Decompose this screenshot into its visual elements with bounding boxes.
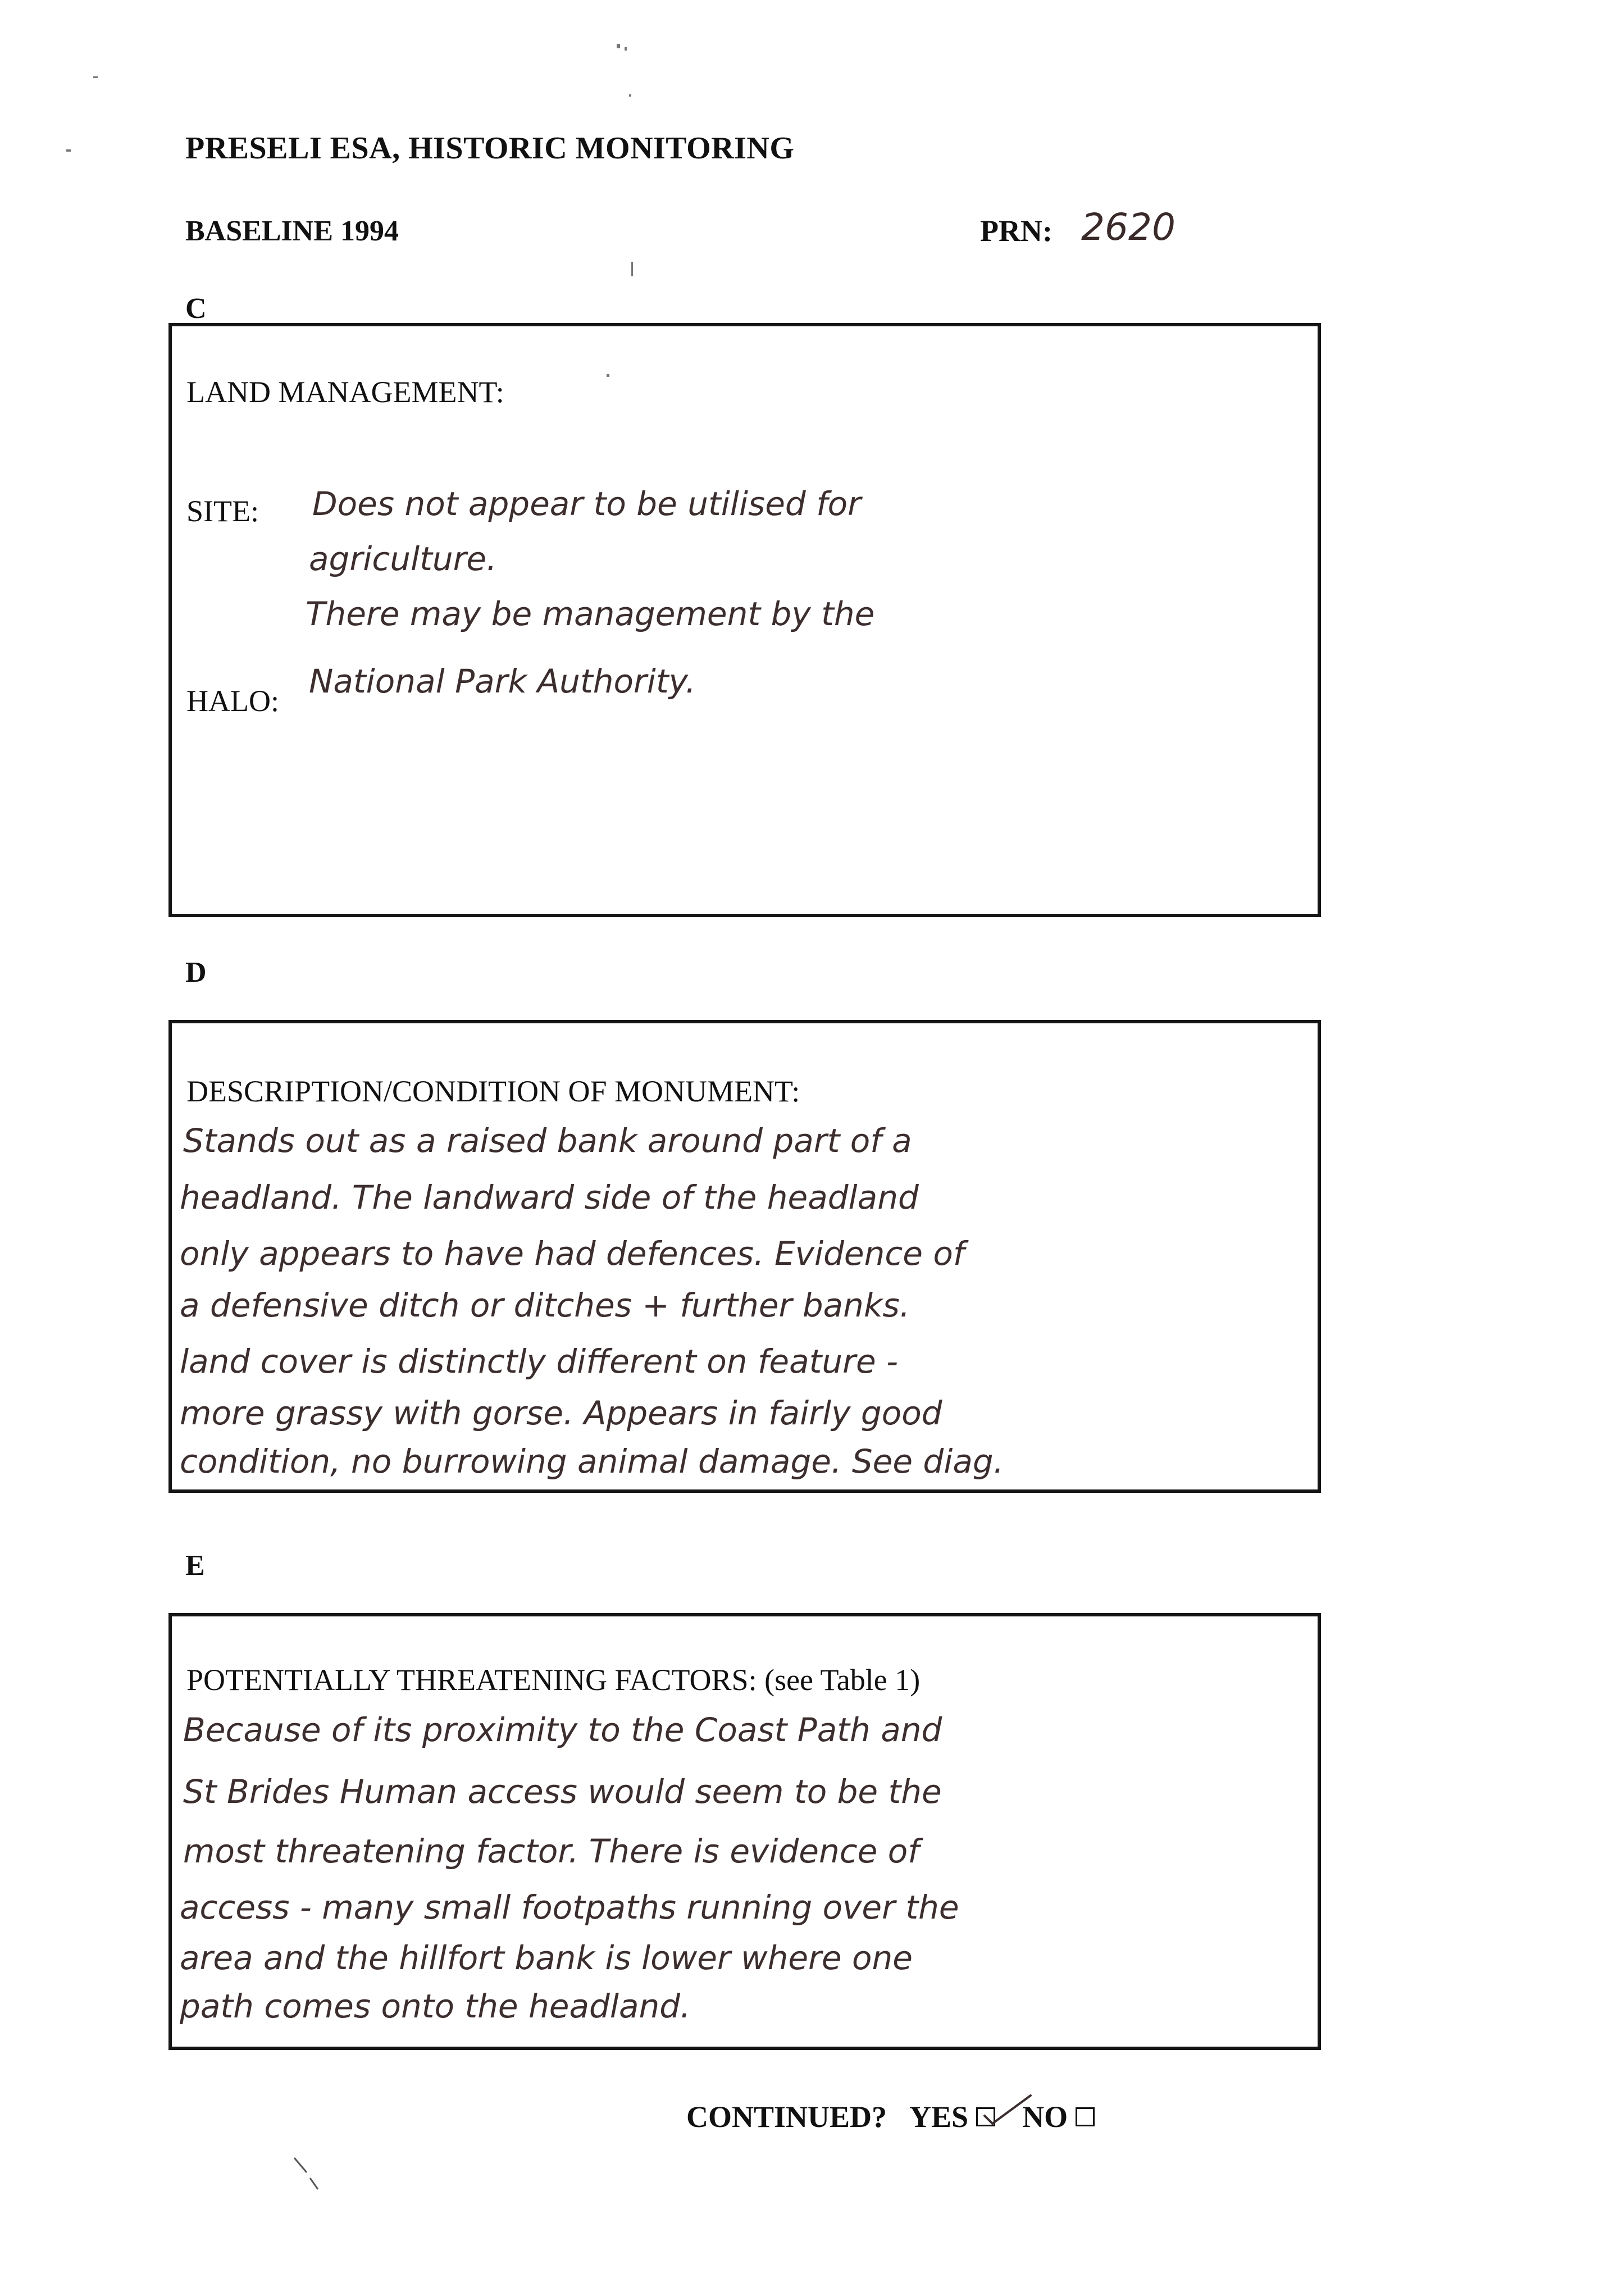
prn-value[interactable]: 2620: [1081, 206, 1176, 249]
site-label: SITE:: [186, 494, 259, 528]
section-e-letter: E: [185, 1550, 205, 1582]
threatening-factors-heading: POTENTIALLY THREATENING FACTORS: (see Table 1): [186, 1663, 921, 1697]
no-checkbox[interactable]: [1076, 2107, 1095, 2126]
threatening-factors-line-5[interactable]: area and the hillfort bank is lower where one: [180, 1939, 913, 1977]
land-management-line-4[interactable]: National Park Authority.: [309, 662, 696, 700]
description-line-7[interactable]: condition, no burrowing animal damage. See diag.: [180, 1442, 1004, 1480]
yes-label: YES: [909, 2100, 969, 2134]
description-line-1[interactable]: Stands out as a raised bank around part of a: [183, 1122, 912, 1160]
threatening-factors-box: [168, 1613, 1321, 2050]
threatening-factors-line-4[interactable]: access - many small footpaths running over the: [180, 1888, 959, 1926]
halo-label: HALO:: [186, 684, 279, 718]
land-management-heading: LAND MANAGEMENT:: [186, 375, 504, 409]
check-mark-icon: [982, 2093, 1033, 2127]
description-box: [168, 1020, 1321, 1493]
scan-mark: [292, 2156, 326, 2195]
land-management-line-3[interactable]: There may be management by the: [306, 595, 875, 633]
prn-label: PRN:: [980, 214, 1053, 248]
continued-row: [686, 2099, 1110, 2134]
yes-checkbox[interactable]: [976, 2107, 995, 2126]
description-line-3[interactable]: only appears to have had defences. Evidence of: [180, 1234, 965, 1273]
description-line-2[interactable]: headland. The landward side of the headland: [180, 1178, 919, 1217]
land-management-line-2[interactable]: agriculture.: [309, 540, 497, 578]
description-line-5[interactable]: land cover is distinctly different on feature -: [180, 1342, 899, 1381]
threatening-factors-line-6[interactable]: path comes onto the headland.: [180, 1987, 691, 2025]
land-management-line-1[interactable]: Does not appear to be utilised for: [312, 485, 861, 523]
threatening-factors-line-1[interactable]: Because of its proximity to the Coast Path and: [183, 1711, 942, 1749]
description-line-4[interactable]: a defensive ditch or ditches + further banks.: [180, 1286, 910, 1324]
threatening-factors-line-3[interactable]: most threatening factor. There is evidence of: [183, 1832, 919, 1870]
continued-label: CONTINUED?: [686, 2100, 887, 2134]
description-heading: DESCRIPTION/CONDITION OF MONUMENT:: [186, 1074, 800, 1108]
description-line-6[interactable]: more grassy with gorse. Appears in fairly good: [180, 1394, 942, 1432]
baseline-label: BASELINE 1994: [185, 215, 399, 247]
section-d-letter: D: [185, 956, 207, 988]
land-management-box: [168, 323, 1321, 917]
section-c-letter: C: [185, 293, 207, 325]
form-title: PRESELI ESA, HISTORIC MONITORING: [185, 131, 795, 166]
threatening-factors-line-2[interactable]: St Brides Human access would seem to be the: [183, 1773, 942, 1811]
no-label: NO: [1022, 2100, 1068, 2134]
